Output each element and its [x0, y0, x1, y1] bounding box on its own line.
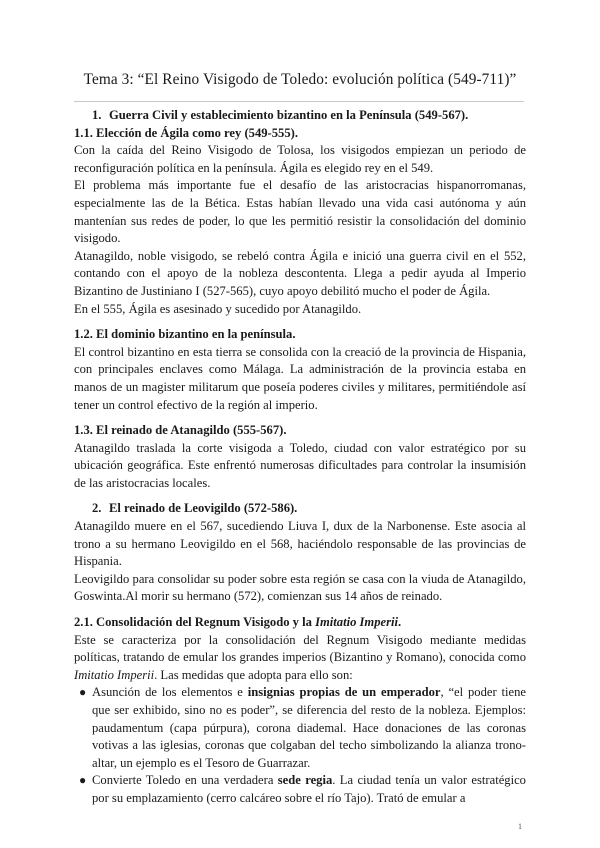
- paragraph: El problema más importante fue el desafío de las aristocracias hispanorromanas, especialmente las de la Bética. Estas habían llevado una vida casi autónoma y aún mantenían sus redes de poder, lo que les permitió resistir la consolidación del dominio visigodo.: [74, 178, 526, 246]
- paragraph-italic-text: Imitatio Imperii: [74, 667, 155, 682]
- paragraph-text: Este se caracteriza por la consolidación del Regnum Visigodo mediante medidas políticas, tratando de emular los grandes imperios (Bizantino y Romano), conocida como: [74, 632, 526, 665]
- section-1-2-heading: 1.2. El dominio bizantino en la península.: [74, 327, 296, 342]
- paragraph: Con la caída del Reino Visigodo de Tolosa, los visigodos empiezan un periodo de reconfiguración política en la península. Ágila es elegido rey en el 549.: [74, 143, 526, 175]
- section-2-1-heading: [74, 614, 526, 632]
- paragraph: Atanagildo traslada la corte visigoda a Toledo, ciudad con valor estratégico por su ubicación geográfica. Este enfrentó numerosas dificultades para controlar la insumisión de las aristocracias locales.: [74, 440, 526, 490]
- list-text: Asunción de los elementos e: [92, 685, 248, 700]
- list-item: [74, 684, 526, 772]
- section-2-heading: [74, 500, 526, 518]
- section-2-number: 2.: [92, 501, 102, 516]
- heading-text: .: [398, 615, 402, 630]
- page-number: 1: [518, 822, 522, 831]
- bullet-icon: ●: [79, 685, 87, 700]
- measures-list: [74, 684, 526, 807]
- section-1-1-heading: 1.1. Elección de Ágila como rey (549-555).: [74, 125, 298, 140]
- paragraph: Atanagildo, noble visigodo, se rebeló contra Ágila e inició una guerra civil en el 552, contando con el apoyo de la nobleza descontenta. Llega a pedir ayuda al Imperio Bizantino de Justiniano I (527-565), cuyo apoyo debilitó mucho el poder de Ágila.: [74, 248, 526, 298]
- list-text: , “el poder tiene que ser exhibido, sino no es poder”, se diferencia del resto de la nobleza. Ejemplos: paudamentum (capa púrpura), corona diademal. Hace donaciones de las coronas votivas a las iglesias, coronas que colgaban del techo simbolizando la alianza trono-altar, un ejemplo es el Tesoro de Guarrazar.: [92, 685, 526, 770]
- document-title: Tema 3: “El Reino Visigodo de Toledo: evolución política (549-711)”: [83, 71, 517, 88]
- list-bold-text: sede regia: [277, 773, 333, 788]
- title-divider: [74, 101, 524, 102]
- section-1-heading: [74, 107, 526, 125]
- heading-italic-text: Imitatio Imperii: [315, 615, 398, 630]
- paragraph-text: . Las medidas que adopta para ello son:: [154, 667, 353, 682]
- document-body: [74, 107, 526, 808]
- paragraph: Leovigildo para consolidar su poder sobre esta región se casa con la viuda de Atanagildo, Goswinta.Al morir su hermano (572), comienzan sus 14 años de reinado.: [74, 571, 526, 604]
- section-2-title: El reinado de Leovigildo (572-586).: [109, 501, 298, 516]
- list-text: Convierte Toledo en una verdadera: [92, 773, 278, 788]
- heading-text: 2.1. Consolidación del Regnum Visigodo y la: [74, 615, 316, 630]
- list-item: [74, 772, 526, 807]
- paragraph: El control bizantino en esta tierra se consolida con la creació de la provincia de Hispania, con principales enclaves como Málaga. La administración de la provincia estaba en manos de un magister militarum que poseía poderes civiles y militares, permitiéndole así tener un control efectivo de la región al imperio.: [74, 344, 526, 412]
- paragraph: Atanagildo muere en el 567, sucediendo Liuva I, dux de la Narbonense. Este asocia al trono a su hermano Leovigildo en el 568, haciéndolo responsable de las provincias de Hispania.: [74, 519, 526, 569]
- paragraph: [74, 632, 526, 685]
- section-1-3-heading: 1.3. El reinado de Atanagildo (555-567).: [74, 423, 287, 438]
- list-text: . La ciudad tenía un valor estratégico por su emplazamiento (cerro calcáreo sobre el río Tajo). Trató de emular a: [92, 773, 526, 805]
- bullet-icon: ●: [79, 773, 87, 788]
- list-bold-text: insignias propias de un emperador: [247, 685, 441, 700]
- section-1-number: 1.: [92, 108, 102, 122]
- section-1-title: Guerra Civil y establecimiento bizantino en la Península (549-567).: [109, 108, 469, 122]
- paragraph: En el 555, Ágila es asesinado y sucedido por Atanagildo.: [74, 301, 362, 316]
